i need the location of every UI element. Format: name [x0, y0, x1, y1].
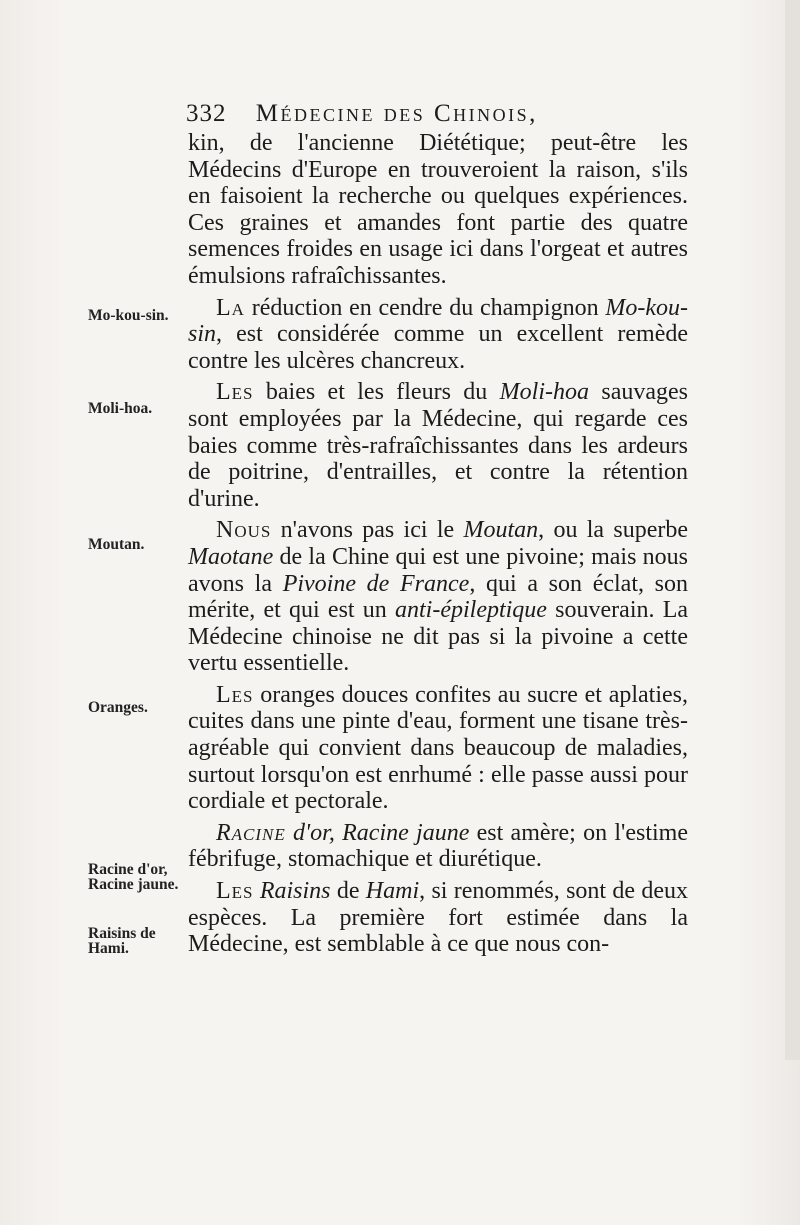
paragraph-continued: kin, de l'ancienne Diététique; peut-être les Médecins d'Europe en trouveroient la raison, s'ils en faisoient la recherche ou quelques expériences. Ces graines et amandes font partie des quatre semences froides en usage ici dans l'orgeat et autres émulsions rafraîchissantes. — [188, 130, 688, 289]
text-run: souverain. La Médecine chinoise ne dit pas si la pivoine a cette vertu essentielle. — [188, 597, 689, 677]
italic-term: Moutan — [463, 517, 539, 544]
lead-word: Les — [216, 681, 254, 708]
running-header — [186, 100, 706, 128]
paragraph-raisins — [188, 878, 688, 958]
italic-term: Pivoine de France — [282, 570, 470, 597]
margin-note-raisins: Raisins de Hami. — [88, 925, 156, 957]
lead-word: Racine — [216, 819, 286, 846]
text-run: n'avons pas ici le — [271, 517, 464, 544]
text-run: , ou la superbe — [538, 517, 688, 544]
text-run: , qui a son éclat, son mérite, et qui est un — [188, 570, 689, 624]
margin-note-racine: Racine d'or, Racine jaune. — [88, 861, 179, 893]
text-run: sauvages sont employées par la Médecine, qui regarde ces baies comme très-rafraîchissantes dans les ardeurs de poitrine, d'entrailles, et contre la rétention d'urine. — [188, 379, 689, 512]
margin-note-mokousin: Mo-kou-sin. — [88, 307, 169, 324]
text-run: baies et les fleurs du — [253, 379, 500, 406]
text-run: , est considérée comme un excellent remède contre les ulcères chancreux. — [188, 321, 688, 374]
text-run: oranges douces confites au sucre et aplaties, cuites dans une pinte d'eau, forment une tisane très-agréable qui convient dans beaucoup de maladies, surtout lorsqu'on est enrhumé : elle passe aussi pour cordiale et pectorale. — [188, 681, 688, 815]
margin-note-molihoa: Moli-hoa. — [88, 400, 153, 417]
margin-note-moutan: Moutan. — [88, 536, 145, 553]
lead-word: Nous — [216, 517, 272, 544]
paragraph-molihoa — [188, 379, 688, 512]
scan-edge — [785, 0, 800, 1060]
running-title: Médecine des Chinois, — [255, 100, 538, 127]
italic-term: Maotane — [188, 543, 274, 570]
text-run: de — [330, 878, 366, 905]
paragraph-mokousin — [188, 295, 688, 375]
italic-term: anti-épileptique — [395, 597, 547, 624]
lead-word: Les — [216, 379, 254, 406]
text-run: réduction en cendre du champignon — [244, 294, 606, 321]
italic-term: Mo-kou-sin — [188, 294, 688, 348]
paragraph-moutan — [188, 517, 688, 677]
text-run: , si renommés, sont de deux espèces. La première fort estimée dans la Médecine, est semblable à ce que nous con- — [188, 878, 689, 958]
lead-word: La — [216, 294, 245, 321]
text-run: est amère; on l'estime fébrifuge, stomachique et diurétique. — [188, 819, 688, 873]
paragraph-oranges — [188, 682, 688, 815]
italic-term: d'or, Racine jaune — [285, 819, 470, 846]
italic-term: Raisins — [259, 878, 331, 905]
text-run: de la Chine qui est une pivoine; mais nous avons la — [188, 543, 688, 597]
paragraph-racine — [188, 820, 688, 873]
lead-word: Les — [216, 878, 254, 905]
italic-term: Moli-hoa — [499, 379, 589, 406]
page-number: 332 — [186, 100, 227, 127]
body-text — [188, 130, 688, 963]
italic-term: Hami — [365, 878, 420, 905]
margin-note-oranges: Oranges. — [88, 699, 148, 716]
